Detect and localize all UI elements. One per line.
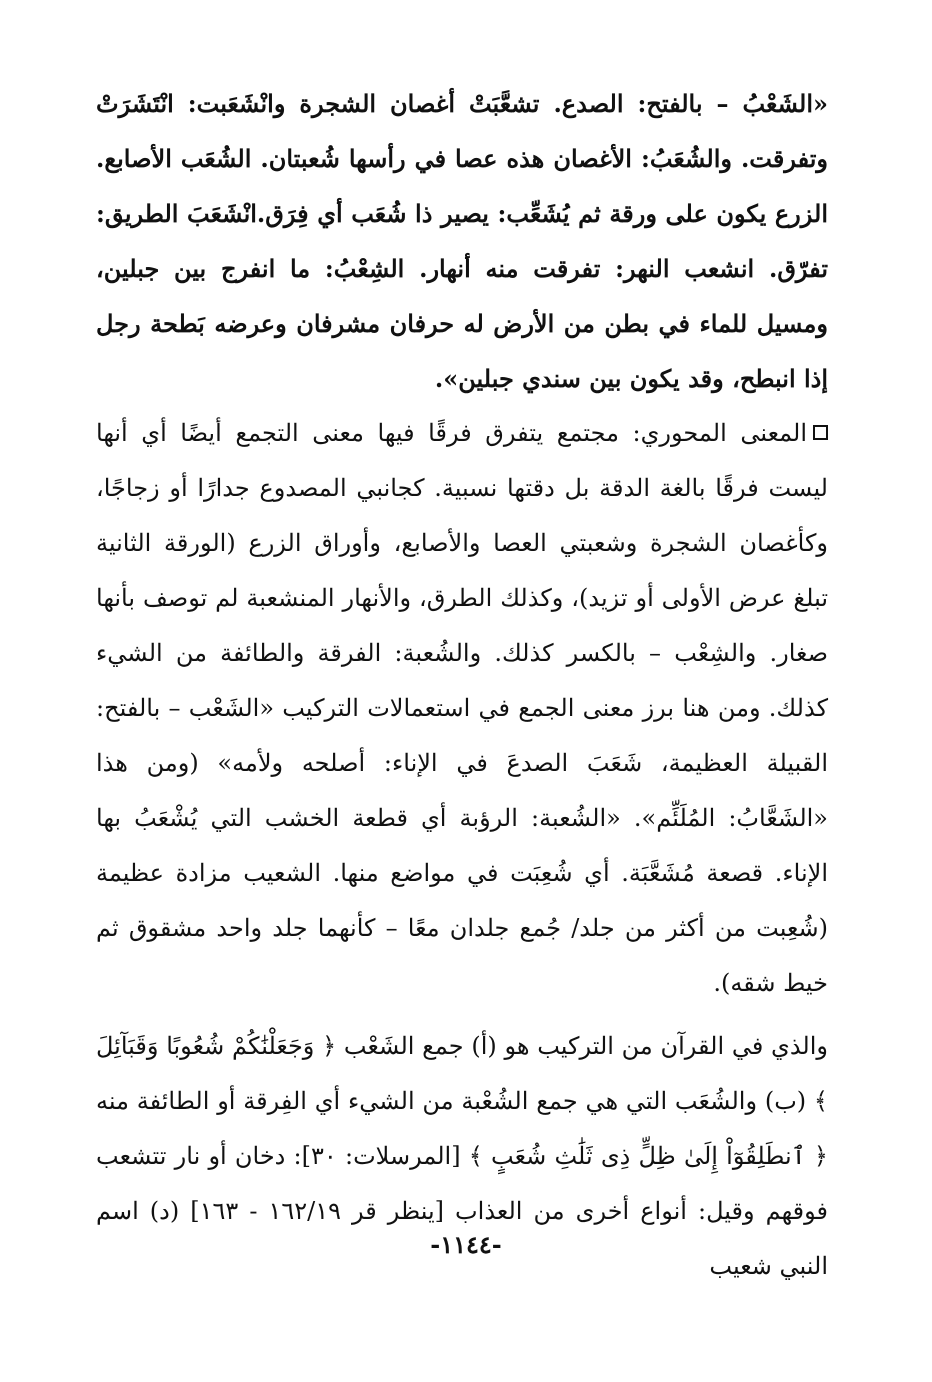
page-number: -١١٤٤- [430,1230,502,1259]
central-meaning-text: المعنى المحوري: مجتمع يتفرق فرقًا فيها معنى التجمع أيضًا أي أنها ليست فرقًا بالغة الدقة بل دقتها نسبية. كجانبي المصدوع جدارًا أو زجاجًا، وكأغصان الشجرة وشعبتي العصا والأصابع، وأوراق الزرع (الورقة الثانية تبلغ عرض الأولى أو تزيد)، وكذلك الطرق، والأنهار المنشعبة لم توصف بأنها صغار. والشِعْب – بالكسر كذلك. والشُعبة: الفرقة والطائفة من الشيء كذلك. ومن هنا برز معنى الجمع في استعمالات التركيب «الشَعْب – بالفتح: القبيلة العظيمة، شَعَبَ الصدعَ في الإناء: أصلحه ولأمه» (ومن هذا «الشَعَّابُ: المُلَئِّم». «الشُعبة: الرؤبة أي قطعة الخشب التي يُشْعَبُ بها الإناء. قصعة مُشَعَّبَة. أي شُعِبَت في مواضع منها. الشعيب مزادة عظيمة (شُعِبت من أكثر من جلد/ جُمع جلدان معًا – كأنهما جلد واحد مشقوق ثم خيط شقه). [96,419,829,997]
central-meaning-paragraph [96,406,828,1011]
definition-text: «الشَعْبُ – بالفتح: الصدع. تشعَّبَتْ أغصان الشجرة وانْشَعَبت: انْتَشَرَتْ وتفرقت. والشُعَبُ: الأغصان هذه عصا في رأسها شُعبتان. الشُعَب الأصابع. الزرع يكون على ورقة ثم يُشَعِّب: يصير ذا شُعَب أي فِرَق.انْشَعَبَ الطريق: تفرّق. انشعب النهر: تفرقت منه أنهار. الشِعْبُ: ما انفرج بين جبلين، ومسيل للماء في بطن من الأرض له حرفان مشرفان وعرضه بَطحة رجل إذا انبطح، وقد يكون بين سندي جبلين». [96,89,828,393]
definition-paragraph [96,76,828,406]
quran-usage-text: والذي في القرآن من التركيب هو (أ) جمع الشَعْب ﴿ وَجَعَلْنَٰكُمْ شُعُوبًا وَقَبَآئِلَ ﴾ (ب) والشُعَب التي هي جمع الشُعْبة من الشيء أي الفِرقة أو الطائفة منه ﴿ ٱنطَلِقُوٓاْ إِلَىٰ ظِلٍّ ذِى ثَلَٰثِ شُعَبٍ ﴾ [المرسلات: ٣٠]: دخان أو نار تتشعب فوقهم وقيل: أنواع أخرى من العذاب [ينظر قر ١٦٢/١٩ - ١٦٣] (د) اسم النبي شعيب [96,1032,828,1280]
square-bullet-icon [813,425,828,440]
body-text [96,76,828,1294]
